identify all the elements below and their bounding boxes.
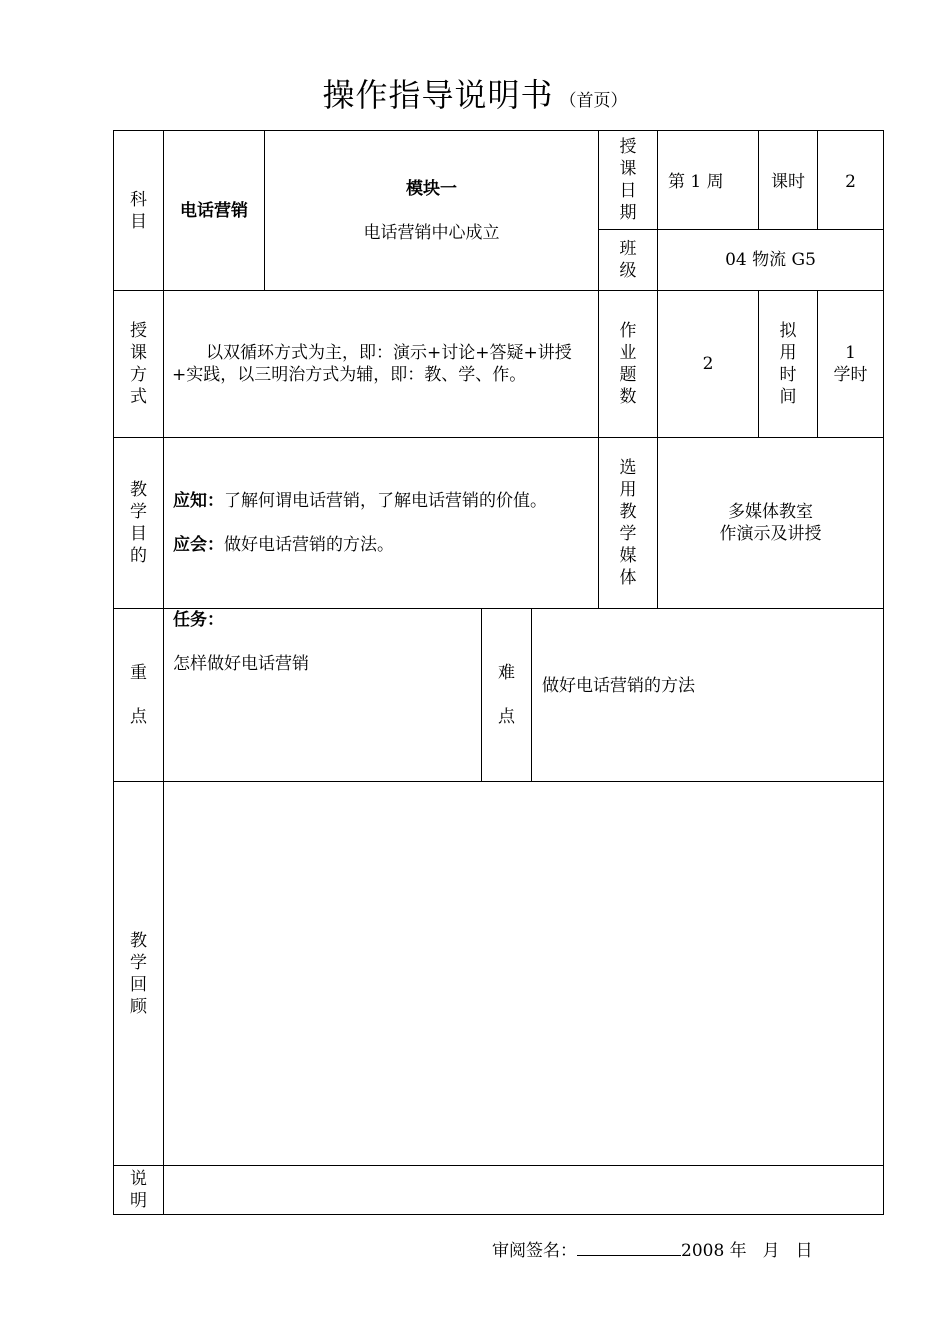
- review-label: 教学回顾: [130, 930, 147, 1017]
- planned-time-unit: 学时: [833, 365, 868, 385]
- key-point-label-cell: [114, 609, 163, 781]
- difficulty-label-cell: [482, 609, 531, 781]
- teach-method-text: 以双循环方式为主，即：演示+讨论+答疑+讲授+实践，以三明治方式为辅，即：教、学、作。: [172, 343, 572, 385]
- subject-value: 电话营销: [180, 200, 248, 221]
- objective-cell: [164, 438, 598, 608]
- objective-label-cell: [114, 438, 163, 608]
- sign-month: 月: [762, 1241, 780, 1261]
- page-title-note: （首页）: [559, 91, 628, 111]
- review-sign-label: 审阅签名：: [492, 1241, 577, 1261]
- sign-day: 日: [795, 1241, 813, 1261]
- planned-time-label: 拟用时间: [779, 321, 797, 407]
- class-label-cell: [599, 230, 657, 290]
- task-label: 任务：: [173, 610, 224, 630]
- task-text: 怎样做好电话营销: [173, 654, 309, 674]
- task-cell: [164, 609, 481, 781]
- notes-label: 说明: [130, 1169, 147, 1211]
- subject-label: 科目: [130, 189, 147, 232]
- date-label: 授课日期: [619, 137, 637, 223]
- notes-content[interactable]: [164, 1166, 883, 1214]
- class-value: 04 物流 G5: [725, 250, 816, 270]
- class-label: 班级: [619, 239, 637, 281]
- planned-time-label-cell: [759, 291, 817, 437]
- difficulty-label: 难点: [498, 663, 515, 727]
- week-value: 第 1 周: [668, 172, 724, 192]
- review-content[interactable]: [164, 782, 883, 1165]
- review-signature: [492, 1236, 813, 1261]
- media-line-1: 多媒体教室: [728, 502, 813, 522]
- media-label-cell: [599, 438, 657, 608]
- objective-know: [173, 490, 547, 512]
- teach-method-cell: [164, 291, 598, 437]
- homework-value: 2: [702, 354, 714, 374]
- planned-time-number: 1: [845, 343, 856, 363]
- media-line-2: 作演示及讲授: [719, 524, 822, 544]
- key-point-label: 重点: [130, 663, 147, 727]
- objective-know-label: 应知：: [173, 491, 224, 511]
- objective-do-label: 应会：: [173, 535, 224, 555]
- notes-label-cell: [114, 1166, 163, 1214]
- media-label: 选用教学媒体: [619, 458, 637, 588]
- module-title: 模块一: [406, 178, 457, 199]
- module-topic: 电话营销中心成立: [363, 222, 500, 243]
- objective-do-text: 做好电话营销的方法。: [224, 535, 394, 555]
- sign-year: 2008 年: [681, 1241, 747, 1261]
- planned-time-cell: [818, 291, 883, 437]
- objective-label: 教学目的: [130, 480, 147, 566]
- homework-label-cell: [599, 291, 657, 437]
- review-label-cell: [114, 782, 163, 1165]
- teach-method-label-cell: [114, 291, 163, 437]
- signature-line[interactable]: [577, 1239, 681, 1256]
- difficulty-value: 做好电话营销的方法: [542, 676, 695, 696]
- objective-do: [173, 534, 394, 556]
- objective-know-text: 了解何谓电话营销，了解电话营销的价值。: [224, 491, 547, 511]
- hours-value: 2: [845, 172, 856, 192]
- media-cell: [658, 438, 883, 608]
- hours-label: 课时: [771, 172, 805, 192]
- subject-label-cell: [114, 131, 163, 290]
- page-title-block: [0, 70, 950, 116]
- teach-method-label: 授课方式: [130, 321, 147, 407]
- homework-label: 作业题数: [619, 321, 637, 407]
- page-title: 操作指导说明书: [322, 76, 554, 114]
- date-label-cell: [599, 131, 657, 229]
- module-cell: [265, 131, 598, 290]
